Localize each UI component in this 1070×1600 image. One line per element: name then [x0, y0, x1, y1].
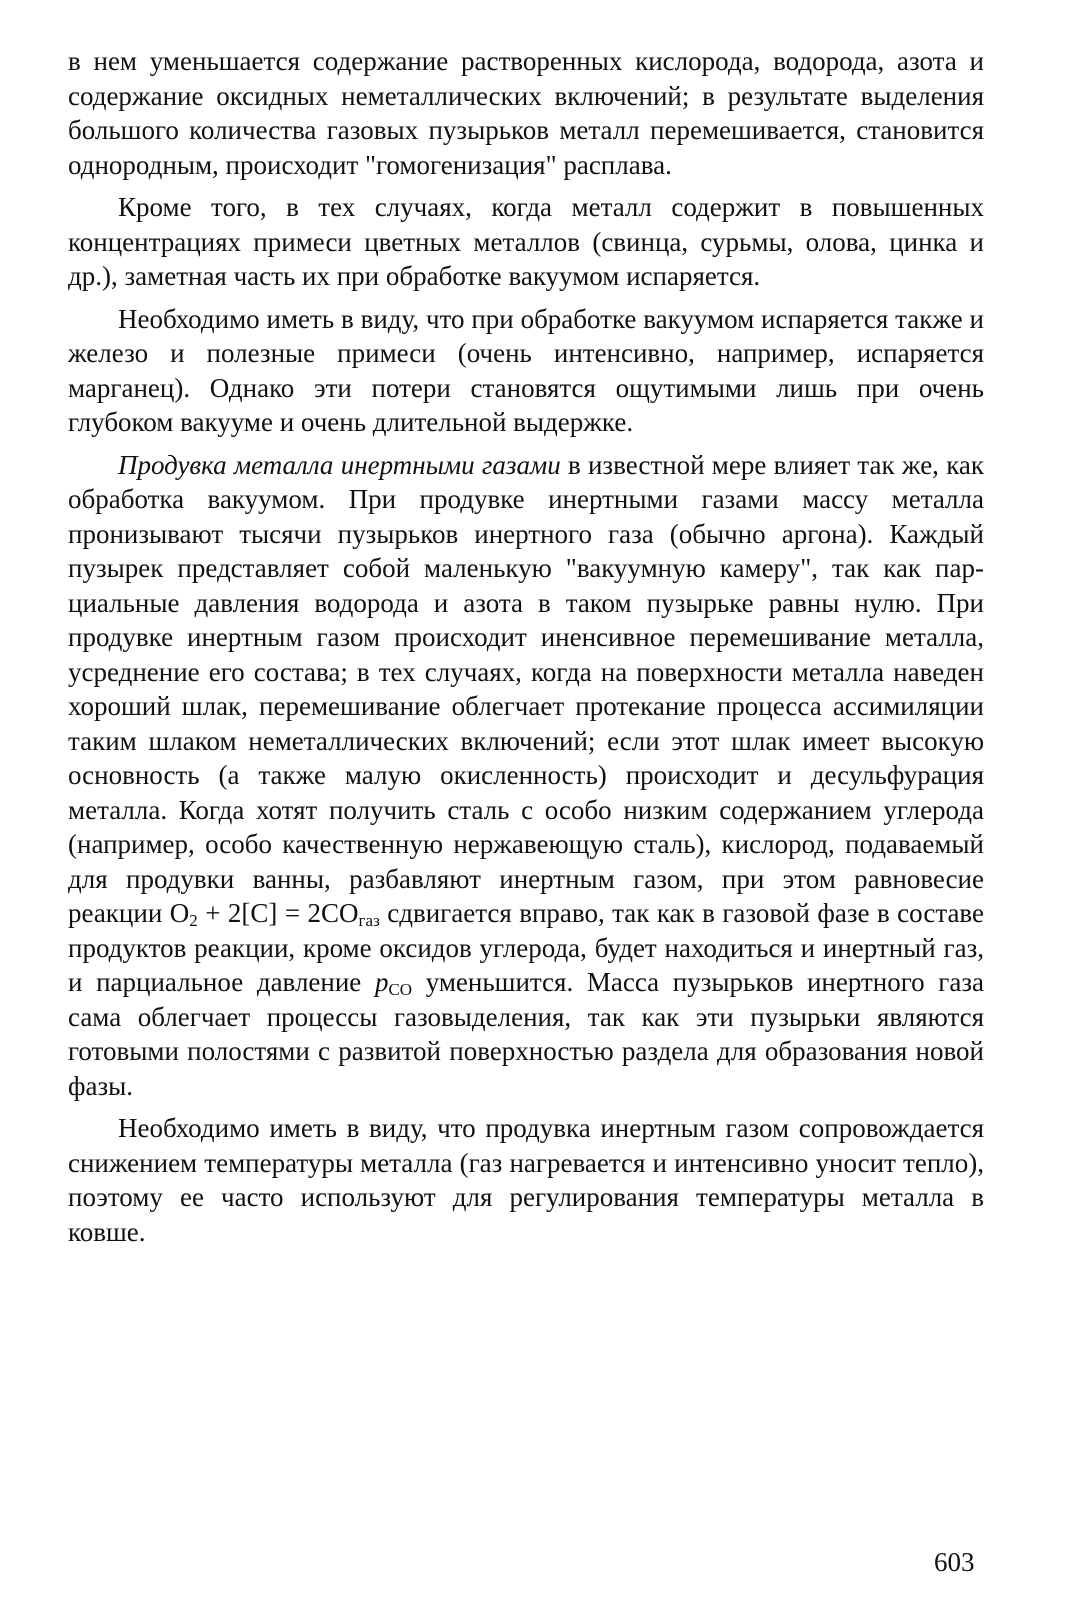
paragraph-4-text-c: уменьшится. Масса пузырьков инертного газа сама облегчает процессы газовыделения, так как эти пузырьки являются готовыми полостями с развитой поверхностью раздела для образования новой фазы. — [68, 967, 984, 1101]
reaction-formula — [170, 898, 380, 928]
italic-term: Продувка металла инертными газами — [118, 449, 561, 480]
paragraph-3: Необходимо иметь в виду, что при обработке вакуумом испаряется также и железо и полезные примеси (очень интенсивно, например, испаряется марганец). Однако эти потери становятся ощутимыми лишь при очень глубоком вакууме и очень длительной выдержке. — [68, 303, 984, 437]
paragraph-4 — [68, 448, 984, 1104]
page-number: 603 — [934, 1547, 975, 1577]
formula-o-subscript: 2 — [189, 911, 198, 930]
paragraph-2: Кроме того, в тех случаях, когда металл содержит в повышенных концентрациях примеси цветных металлов (свинца, сурьмы, олова, цинка и др.), заметная часть их при обработке вакуумом испаряется. — [68, 192, 984, 291]
partial-pressure-symbol — [375, 967, 412, 997]
formula-co-subscript: газ — [358, 911, 380, 930]
paragraph-4-text-b: сдвигается вправо, так как в газовой фазе в составе продуктов реакции, кроме оксидов углерода, будет находиться и инертный газ, и парциальное давление — [68, 898, 985, 997]
pressure-p: p — [374, 967, 389, 997]
page-body — [68, 44, 984, 1257]
pressure-subscript: CO — [388, 980, 413, 999]
paragraph-4-text-a: в известной мере влияет так же, как обработка вакуумом. При продувке инертными газами массу металла пронизывают тысячи пузырьков инертного газа (обычно аргона). Каждый пузырек представляет собой маленькую "вакуумную камеру", так как парциальные давления водорода и азота в таком пузырьке равны нулю. При продувке инертным газом происходит иненсивное перемешивание металла, усреднение его состава; в тех случаях, когда на поверхности металла наведен хороший шлак, перемешивание облегчает протекание процесса ассимиляции таким шлаком неметаллических включений; если этот шлак имеет высокую основность (а также малую окисленность) происходит и десульфурация металла. Когда хотят получить сталь с особо низким содержанием углерода (например, особо качественную нержавеющую сталь), кислород, подаваемый для продувки ванны, разбавляют инертным газом, при этом равновесие реакции — [68, 449, 984, 928]
paragraph-5: Необходимо иметь в виду, что продувка инертным газом сопровождается снижением температуры металла (газ нагревается и интенсивно уносит тепло), поэтому ее часто используют для регулирования температуры металла в ковше. — [68, 1113, 984, 1247]
formula-o: O — [169, 898, 190, 928]
paragraph-1: в нем уменьшается содержание растворенных кислорода, водорода, азота и содержание оксидных неметаллических включений; в результате выделения большого количества газовых пузырьков металл перемешивается, становится однородным, происходит "гомогенизация" расплава. — [68, 46, 984, 180]
formula-middle: + 2[C] = 2CO — [197, 898, 359, 928]
